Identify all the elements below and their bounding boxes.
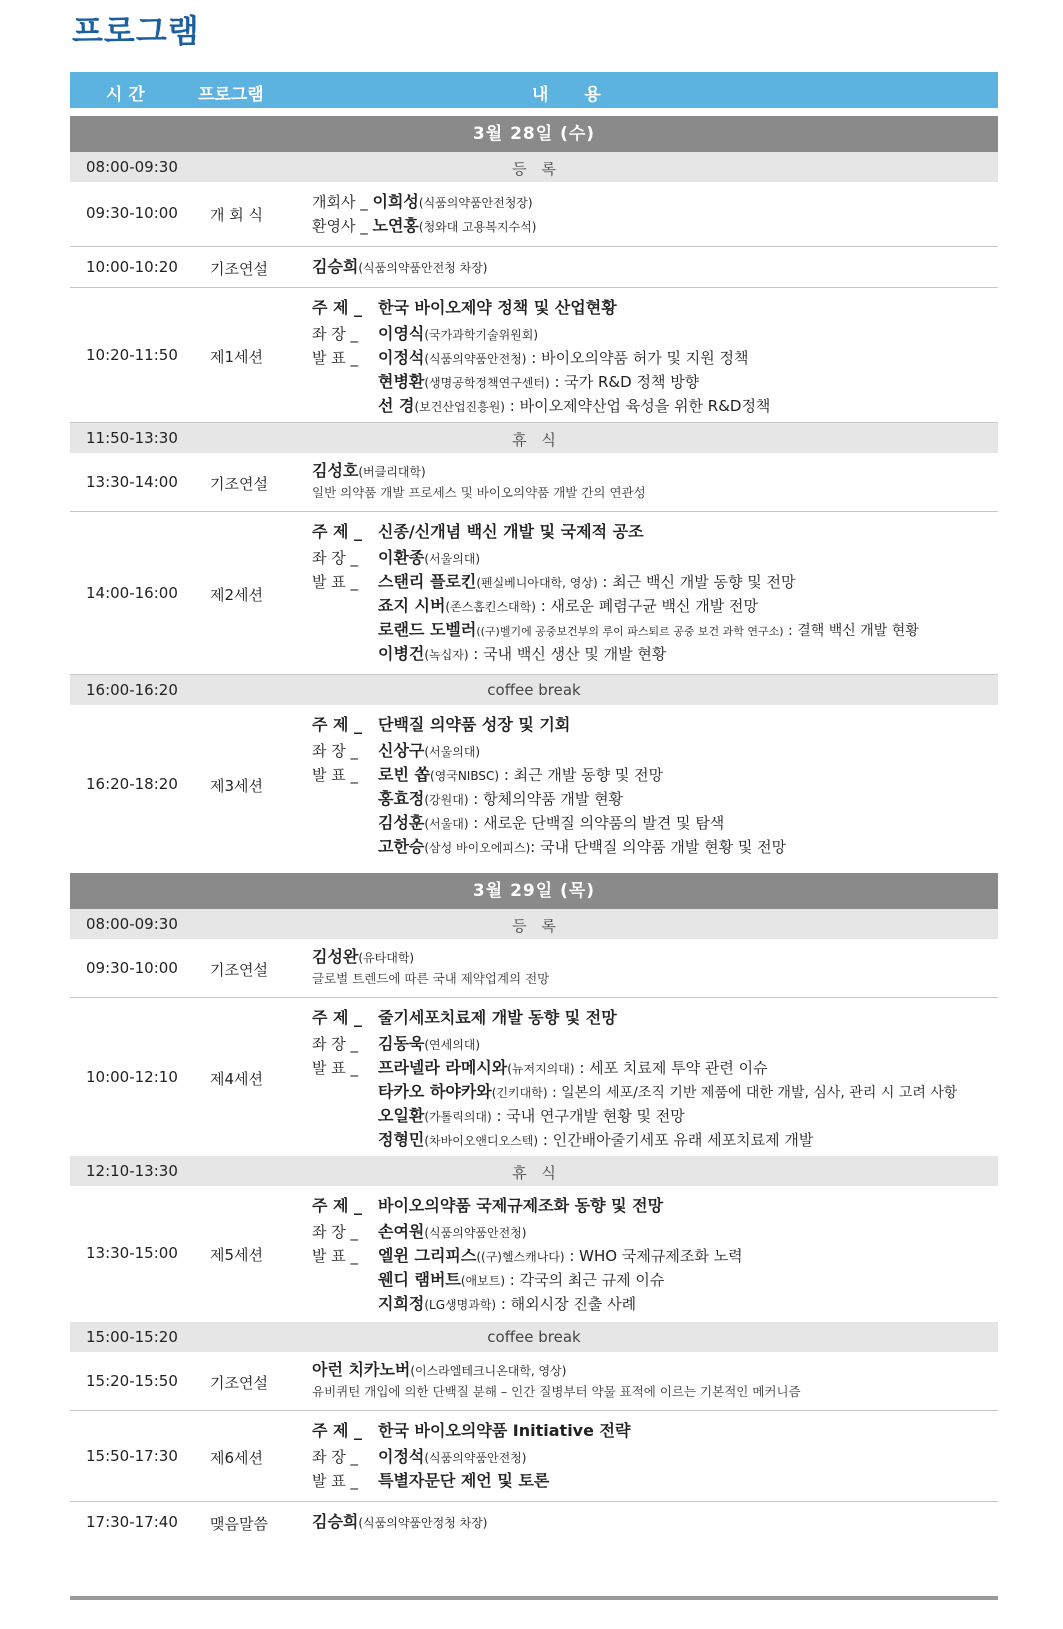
table-row xyxy=(70,152,998,182)
chair-name: 이영식 xyxy=(378,324,425,343)
presentation-title: : 국내 백신 생산 및 개발 현황 xyxy=(468,645,667,663)
chair-name: 이정석 xyxy=(378,1447,425,1466)
row-center-label: coffee break xyxy=(487,1328,581,1346)
session-topic: 단백질 의약품 성장 및 기회 xyxy=(378,715,571,734)
presenter-affiliation: (강원대) xyxy=(424,793,469,807)
presenter-name: 웬디 램버트 xyxy=(378,1270,461,1289)
speaker-name: 김승희 xyxy=(312,1512,359,1531)
presenter-affiliation: (녹십자) xyxy=(424,648,469,662)
header-time: 시 간 xyxy=(106,85,145,105)
page-title: 프로그램 xyxy=(72,12,200,50)
day-header-2: 3월 29일 (목) xyxy=(70,873,998,909)
presenter-name: 오일환 xyxy=(378,1106,425,1125)
presenter-affiliation: (가톨릭의대) xyxy=(424,1110,492,1124)
table-bottom-rule xyxy=(70,1596,998,1600)
table-row xyxy=(70,423,998,453)
row-program: 기조연설 xyxy=(210,961,268,979)
table-row xyxy=(70,1502,998,1542)
presenter-affiliation: (애보트) xyxy=(460,1274,505,1288)
row-time: 11:50-13:30 xyxy=(86,429,178,447)
chair-label: 좌 장 _ xyxy=(312,1223,359,1241)
speaker-name: 김성완 xyxy=(312,947,359,966)
table-row xyxy=(70,288,998,423)
role-label: 개회사 _ xyxy=(312,193,373,211)
chair-label: 좌 장 _ xyxy=(312,325,359,343)
presenter-name: 고한승 xyxy=(378,837,425,856)
presenter-affiliation: (차바이오앤디오스텍) xyxy=(424,1134,539,1148)
row-time: 10:00-10:20 xyxy=(86,258,178,276)
presentation-title: : 인간배아줄기세포 유래 세포치료제 개발 xyxy=(538,1131,814,1149)
chair-name: 이환종 xyxy=(378,548,425,567)
chair-affiliation: (서울의대) xyxy=(424,552,481,566)
presenter-affiliation: (식품의약품안전청) xyxy=(424,352,527,366)
presentation-title: : 국가 R&D 정책 방향 xyxy=(549,373,700,391)
row-time: 13:30-14:00 xyxy=(86,473,178,491)
table-row xyxy=(70,1322,998,1352)
session-content xyxy=(312,294,992,418)
presenter-affiliation: (보건산업진흥원) xyxy=(414,400,505,414)
chair-name: 손여원 xyxy=(378,1222,425,1241)
session-content xyxy=(312,1192,992,1316)
chair-name: 신상구 xyxy=(378,741,425,760)
chair-affiliation: (연세의대) xyxy=(424,1038,481,1052)
row-time: 14:00-16:00 xyxy=(86,584,178,602)
table-row xyxy=(70,512,998,675)
session-topic: 바이오의약품 국제규제조화 동향 및 전망 xyxy=(378,1196,664,1215)
topic-label: 주 제 _ xyxy=(312,1196,363,1215)
table-row xyxy=(70,1156,998,1186)
row-program: 기조연설 xyxy=(210,1374,268,1392)
topic-label: 주 제 _ xyxy=(312,1008,363,1027)
presenter-affiliation: (LG생명과학) xyxy=(424,1298,497,1312)
row-time: 08:00-09:30 xyxy=(86,915,178,933)
presentation-title: : 항체의약품 개발 현황 xyxy=(468,790,624,808)
session-content xyxy=(312,1004,992,1152)
row-program: 제2세션 xyxy=(210,586,264,604)
row-program: 제4세션 xyxy=(210,1070,264,1088)
speaker-affiliation: (식품의약품안정청 차장) xyxy=(358,1516,488,1530)
row-program: 기조연설 xyxy=(210,260,268,278)
row-time: 08:00-09:30 xyxy=(86,158,178,176)
speaker-name: 노연홍 xyxy=(372,216,419,235)
keynote-description: 유비퀴틴 개입에 의한 단백질 분해 – 인간 질병부터 약물 표적에 이르는 기본적인 메커니즘 xyxy=(312,1384,801,1399)
presenter-affiliation: (삼성 바이오에피스) xyxy=(424,841,531,855)
presentation-title: : 최근 개발 동향 및 전망 xyxy=(499,766,664,784)
row-center-label: 등 록 xyxy=(512,917,556,935)
presenter-label: 발 표 _ xyxy=(312,766,359,784)
presenter-name: 로빈 쏩 xyxy=(378,765,430,784)
row-program: 기조연설 xyxy=(210,475,268,493)
speaker-affiliation: (식품의약품안전청 차장) xyxy=(358,261,488,275)
table-row xyxy=(70,939,998,998)
presentation-title: : 각국의 최근 규제 이슈 xyxy=(505,1271,665,1289)
keynote-description: 글로벌 트렌드에 따른 국내 제약업계의 전망 xyxy=(312,971,550,986)
row-program: 개 회 식 xyxy=(210,206,264,224)
row-time: 15:50-17:30 xyxy=(86,1447,178,1465)
table-row xyxy=(70,909,998,939)
session-content xyxy=(312,1417,992,1493)
row-time: 13:30-15:00 xyxy=(86,1244,178,1262)
presentation-title: : 결핵 백신 개발 현황 xyxy=(783,623,919,639)
presenter-name: 정형민 xyxy=(378,1130,425,1149)
presenter-name: 프라넬라 라메시와 xyxy=(378,1058,508,1077)
topic-label: 주 제 _ xyxy=(312,1421,363,1440)
speaker-name: 김승희 xyxy=(312,257,359,276)
presenter-name: 로랜드 도벨러 xyxy=(378,620,477,639)
session-topic: 한국 바이오의약품 Initiative 전략 xyxy=(378,1421,631,1440)
session-topic: 한국 바이오제약 정책 및 산업현황 xyxy=(378,298,617,317)
table-row xyxy=(70,1186,998,1322)
row-content xyxy=(312,190,992,238)
topic-label: 주 제 _ xyxy=(312,522,363,541)
row-time: 09:30-10:00 xyxy=(86,959,178,977)
row-time: 12:10-13:30 xyxy=(86,1162,178,1180)
speaker-affiliation: (이스라엘테크니온대학, 영상) xyxy=(410,1364,567,1378)
topic-label: 주 제 _ xyxy=(312,715,363,734)
row-program: 맺음말씀 xyxy=(210,1515,268,1533)
speaker-affiliation: (버클리대학) xyxy=(358,465,426,479)
row-time: 16:00-16:20 xyxy=(86,681,178,699)
row-center-label: 휴 식 xyxy=(512,1164,556,1182)
presenter-name: 김성훈 xyxy=(378,813,425,832)
presentation-title: : 해외시장 진출 사례 xyxy=(496,1295,637,1313)
presenter-affiliation: (존스홉킨스대학) xyxy=(445,600,536,614)
presenter-name: 스탠리 플로킨 xyxy=(378,572,477,591)
presentation-title: : 최근 백신 개발 동향 및 전망 xyxy=(597,573,796,591)
speaker-affiliation: (청와대 고용복지수석) xyxy=(418,220,537,234)
table-row xyxy=(70,1411,998,1502)
row-center-label: coffee break xyxy=(487,681,581,699)
presenter-name: 이정석 xyxy=(378,348,425,367)
presenter-affiliation: (영국NIBSC) xyxy=(429,769,500,783)
session-topic: 줄기세포치료제 개발 동향 및 전망 xyxy=(378,1008,617,1027)
row-time: 10:20-11:50 xyxy=(86,346,178,364)
speaker-name: 아런 치카노버 xyxy=(312,1360,411,1379)
header-content: 내 용 xyxy=(532,85,601,105)
role-label: 환영사 _ xyxy=(312,217,373,235)
chair-name: 김동욱 xyxy=(378,1034,425,1053)
presenter-name: 현병환 xyxy=(378,372,425,391)
presenter-affiliation: (뉴저지의대) xyxy=(507,1062,575,1076)
speaker-affiliation: (유타대학) xyxy=(358,951,415,965)
day-header-1: 3월 28일 (수) xyxy=(70,116,998,152)
row-time: 16:20-18:20 xyxy=(86,775,178,793)
presenter-label: 발 표 _ xyxy=(312,1247,359,1265)
presentation-title: : 바이오의약품 허가 및 지원 정책 xyxy=(526,349,749,367)
row-center-label: 휴 식 xyxy=(512,431,556,449)
chair-label: 좌 장 _ xyxy=(312,742,359,760)
presenter-label: 발 표 _ xyxy=(312,573,359,591)
chair-affiliation: (식품의약품안전청) xyxy=(424,1226,527,1240)
row-time: 15:20-15:50 xyxy=(86,1372,178,1390)
presenter-label: 발 표 _ xyxy=(312,1472,359,1490)
table-row xyxy=(70,675,998,705)
presenter-name: 타카오 하야카와 xyxy=(378,1082,492,1101)
presenter-label: 발 표 _ xyxy=(312,349,359,367)
presenter-name: 선 경 xyxy=(378,396,415,415)
topic-label: 주 제 _ xyxy=(312,298,363,317)
presentation-title: : 새로운 단백질 의약품의 발견 및 탐색 xyxy=(468,814,725,832)
presenter-affiliation: ((구)헬스캐나다) xyxy=(476,1250,565,1264)
presenter-affiliation: (펜실베니아대학, 영상) xyxy=(476,576,598,590)
row-program: 제1세션 xyxy=(210,348,264,366)
session-content xyxy=(312,518,992,666)
presentation-title: : 세포 치료제 투약 관련 이슈 xyxy=(574,1059,768,1077)
row-program: 제6세션 xyxy=(210,1449,264,1467)
row-time: 10:00-12:10 xyxy=(86,1068,178,1086)
row-program: 제5세션 xyxy=(210,1246,264,1264)
session-content xyxy=(312,711,992,859)
speaker-name: 김성호 xyxy=(312,461,359,480)
session-topic: 신종/신개념 백신 개발 및 국제적 공조 xyxy=(378,522,644,541)
chair-affiliation: (국가과학기술위원회) xyxy=(424,328,539,342)
speaker-affiliation: (식품의약품안전청장) xyxy=(418,196,533,210)
presenter-affiliation: (긴키대학) xyxy=(491,1086,548,1100)
row-time: 15:00-15:20 xyxy=(86,1328,178,1346)
presenter-affiliation: (서울대) xyxy=(424,817,469,831)
row-time: 09:30-10:00 xyxy=(86,204,178,222)
chair-affiliation: (서울의대) xyxy=(424,745,481,759)
chair-label: 좌 장 _ xyxy=(312,1448,359,1466)
presenter-name: 이병건 xyxy=(378,644,425,663)
row-program: 제3세션 xyxy=(210,777,264,795)
chair-label: 좌 장 _ xyxy=(312,1035,359,1053)
header-program: 프로그램 xyxy=(198,85,264,105)
table-row xyxy=(70,453,998,512)
presenter-affiliation: ((구)벨기에 공중보건부의 루이 파스퇴르 공중 보건 과학 연구소) xyxy=(476,625,784,638)
chair-label: 좌 장 _ xyxy=(312,549,359,567)
table-row xyxy=(70,998,998,1156)
presenter-name: 엘윈 그리피스 xyxy=(378,1246,477,1265)
presenter-name: 지희정 xyxy=(378,1294,425,1313)
speaker-name: 이희성 xyxy=(372,192,419,211)
program-table xyxy=(70,72,998,1542)
presentation-title: : 일본의 세포/조직 기반 제품에 대한 개발, 심사, 관리 시 고려 사항 xyxy=(547,1085,958,1101)
keynote-description: 일반 의약품 개발 프로세스 및 바이오의약품 개발 간의 연관성 xyxy=(312,485,646,500)
row-time: 17:30-17:40 xyxy=(86,1513,178,1531)
presenter-label: 발 표 _ xyxy=(312,1059,359,1077)
presentation-title: : 새로운 폐렴구균 백신 개발 전망 xyxy=(535,597,758,615)
presentation-title: : 국내 연구개발 현황 및 전망 xyxy=(491,1107,685,1125)
table-row xyxy=(70,247,998,288)
presentation-title: 특별자문단 제언 및 토론 xyxy=(378,1471,550,1490)
presenter-name: 홍효정 xyxy=(378,789,425,808)
table-row xyxy=(70,1352,998,1411)
table-header xyxy=(70,72,998,108)
row-center-label: 등 록 xyxy=(512,160,556,178)
table-row xyxy=(70,705,998,865)
presenter-name: 죠지 시버 xyxy=(378,596,446,615)
presentation-title: : 바이오제약산업 육성을 위한 R&D정책 xyxy=(505,397,771,415)
presentation-title: : WHO 국제규제조화 노력 xyxy=(564,1247,743,1265)
presentation-title: : 국내 단백질 의약품 개발 현황 및 전망 xyxy=(530,838,787,856)
table-row xyxy=(70,182,998,247)
presenter-affiliation: (생명공학정책연구센터) xyxy=(424,376,550,390)
chair-affiliation: (식품의약품안전청) xyxy=(424,1451,527,1465)
